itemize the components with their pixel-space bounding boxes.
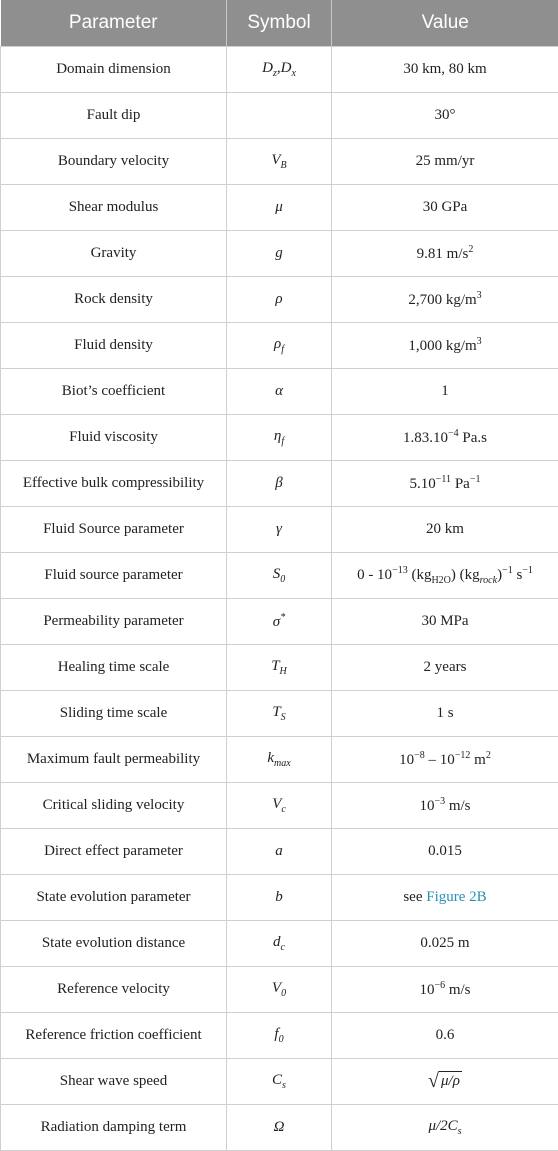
- value-cell: see Figure 2B: [332, 874, 558, 920]
- value-cell: 30°: [332, 92, 558, 138]
- parameter-cell: Boundary velocity: [1, 138, 227, 184]
- table-row: [1, 828, 558, 874]
- table-row: [1, 920, 558, 966]
- table-row: [1, 460, 558, 506]
- table-row: [1, 92, 558, 138]
- value-cell: [332, 1058, 558, 1104]
- symbol-cell: α: [227, 368, 332, 414]
- table-row: [1, 230, 558, 276]
- table-row: [1, 506, 558, 552]
- symbol-cell: a: [227, 828, 332, 874]
- value-cell: 25 mm/yr: [332, 138, 558, 184]
- parameter-cell: State evolution distance: [1, 920, 227, 966]
- value-cell: 20 km: [332, 506, 558, 552]
- symbol-cell: $D_z,D_x$: [227, 46, 332, 92]
- parameter-cell: Fluid Source parameter: [1, 506, 227, 552]
- table-row: [1, 552, 558, 598]
- parameter-cell: Critical sliding velocity: [1, 782, 227, 828]
- parameter-cell: Sliding time scale: [1, 690, 227, 736]
- table-row: [1, 138, 558, 184]
- parameter-cell: Maximum fault permeability: [1, 736, 227, 782]
- parameter-cell: Permeability parameter: [1, 598, 227, 644]
- parameter-cell: Reference friction coefficient: [1, 1012, 227, 1058]
- value-cell: 0.025 m: [332, 920, 558, 966]
- value-cell: $10^{-8} - 10^{-12}$ $m^2$: [332, 736, 558, 782]
- parameter-cell: Shear modulus: [1, 184, 227, 230]
- table-row: [1, 46, 558, 92]
- table-row: [1, 1012, 558, 1058]
- value-cell: $0 - 10^{-13}$ $(kg_{H2O})$ $(kg_{rock})^{-1}$ $s^{-1}$: [332, 552, 558, 598]
- parameter-cell: Gravity: [1, 230, 227, 276]
- symbol-cell: $T_H$: [227, 644, 332, 690]
- table-row: [1, 414, 558, 460]
- header-value: Value: [332, 0, 558, 46]
- value-cell: 30 MPa: [332, 598, 558, 644]
- square-root-expression: √ μ/ρ: [428, 1069, 460, 1092]
- table-row: [1, 368, 558, 414]
- symbol-cell: $f_0$: [227, 1012, 332, 1058]
- table-row: [1, 1104, 558, 1150]
- symbol-cell: $T_S$: [227, 690, 332, 736]
- value-cell: $1.83.10^{-4}$ Pa.s: [332, 414, 558, 460]
- symbol-cell: $k_{max}$: [227, 736, 332, 782]
- value-cell: $5.10^{-11}$ $Pa^{-1}$: [332, 460, 558, 506]
- table-row: [1, 736, 558, 782]
- parameter-cell: Radiation damping term: [1, 1104, 227, 1150]
- parameter-cell: Direct effect parameter: [1, 828, 227, 874]
- parameter-cell: Fluid density: [1, 322, 227, 368]
- symbol-cell: b: [227, 874, 332, 920]
- symbol-cell: Ω: [227, 1104, 332, 1150]
- symbol-cell: ρ: [227, 276, 332, 322]
- parameter-cell: State evolution parameter: [1, 874, 227, 920]
- symbol-cell: [227, 92, 332, 138]
- parameter-cell: Reference velocity: [1, 966, 227, 1012]
- value-cell: 1,000 $kg/m^3$: [332, 322, 558, 368]
- table-header-row: [1, 0, 558, 46]
- parameter-cell: Biot’s coefficient: [1, 368, 227, 414]
- value-cell: 2,700 $kg/m^3$: [332, 276, 558, 322]
- table-row: [1, 322, 558, 368]
- symbol-cell: g: [227, 230, 332, 276]
- symbol-cell: $d_c$: [227, 920, 332, 966]
- symbol-cell: γ: [227, 506, 332, 552]
- table-row: [1, 966, 558, 1012]
- symbol-cell: σ*: [227, 598, 332, 644]
- table-row: [1, 782, 558, 828]
- table-row: [1, 1058, 558, 1104]
- parameter-cell: Fluid source parameter: [1, 552, 227, 598]
- symbol-cell: $V_c$: [227, 782, 332, 828]
- figure-2b-link[interactable]: Figure 2B: [426, 888, 487, 905]
- symbol-cell: $\rho_f$: [227, 322, 332, 368]
- value-cell: 30 GPa: [332, 184, 558, 230]
- table-row: [1, 184, 558, 230]
- parameter-cell: Effective bulk compressibility: [1, 460, 227, 506]
- value-cell: $\mu/2C_s$: [332, 1104, 558, 1150]
- table-row: [1, 644, 558, 690]
- table-row: [1, 276, 558, 322]
- value-cell: 30 km, 80 km: [332, 46, 558, 92]
- parameter-cell: Rock density: [1, 276, 227, 322]
- table-row: [1, 874, 558, 920]
- value-cell: 0.6: [332, 1012, 558, 1058]
- symbol-cell: $\eta_f$: [227, 414, 332, 460]
- value-cell: $10^{-3}$ m/s: [332, 782, 558, 828]
- header-symbol: Symbol: [227, 0, 332, 46]
- table-row: [1, 690, 558, 736]
- symbol-cell: β: [227, 460, 332, 506]
- value-cell: 1: [332, 368, 558, 414]
- symbol-cell: $S_0$: [227, 552, 332, 598]
- table-row: [1, 598, 558, 644]
- parameter-cell: Fault dip: [1, 92, 227, 138]
- symbol-cell: $V_0$: [227, 966, 332, 1012]
- value-cell: 1 s: [332, 690, 558, 736]
- parameter-cell: Shear wave speed: [1, 1058, 227, 1104]
- parameter-cell: Healing time scale: [1, 644, 227, 690]
- value-cell: 9.81 $m/s^2$: [332, 230, 558, 276]
- symbol-cell: $C_s$: [227, 1058, 332, 1104]
- value-cell: $10^{-6}$ m/s: [332, 966, 558, 1012]
- symbol-cell: μ: [227, 184, 332, 230]
- parameter-cell: Fluid viscosity: [1, 414, 227, 460]
- value-cell: 0.015: [332, 828, 558, 874]
- value-cell: 2 years: [332, 644, 558, 690]
- parameter-cell: Domain dimension: [1, 46, 227, 92]
- header-parameter: Parameter: [1, 0, 227, 46]
- symbol-cell: $V_B$: [227, 138, 332, 184]
